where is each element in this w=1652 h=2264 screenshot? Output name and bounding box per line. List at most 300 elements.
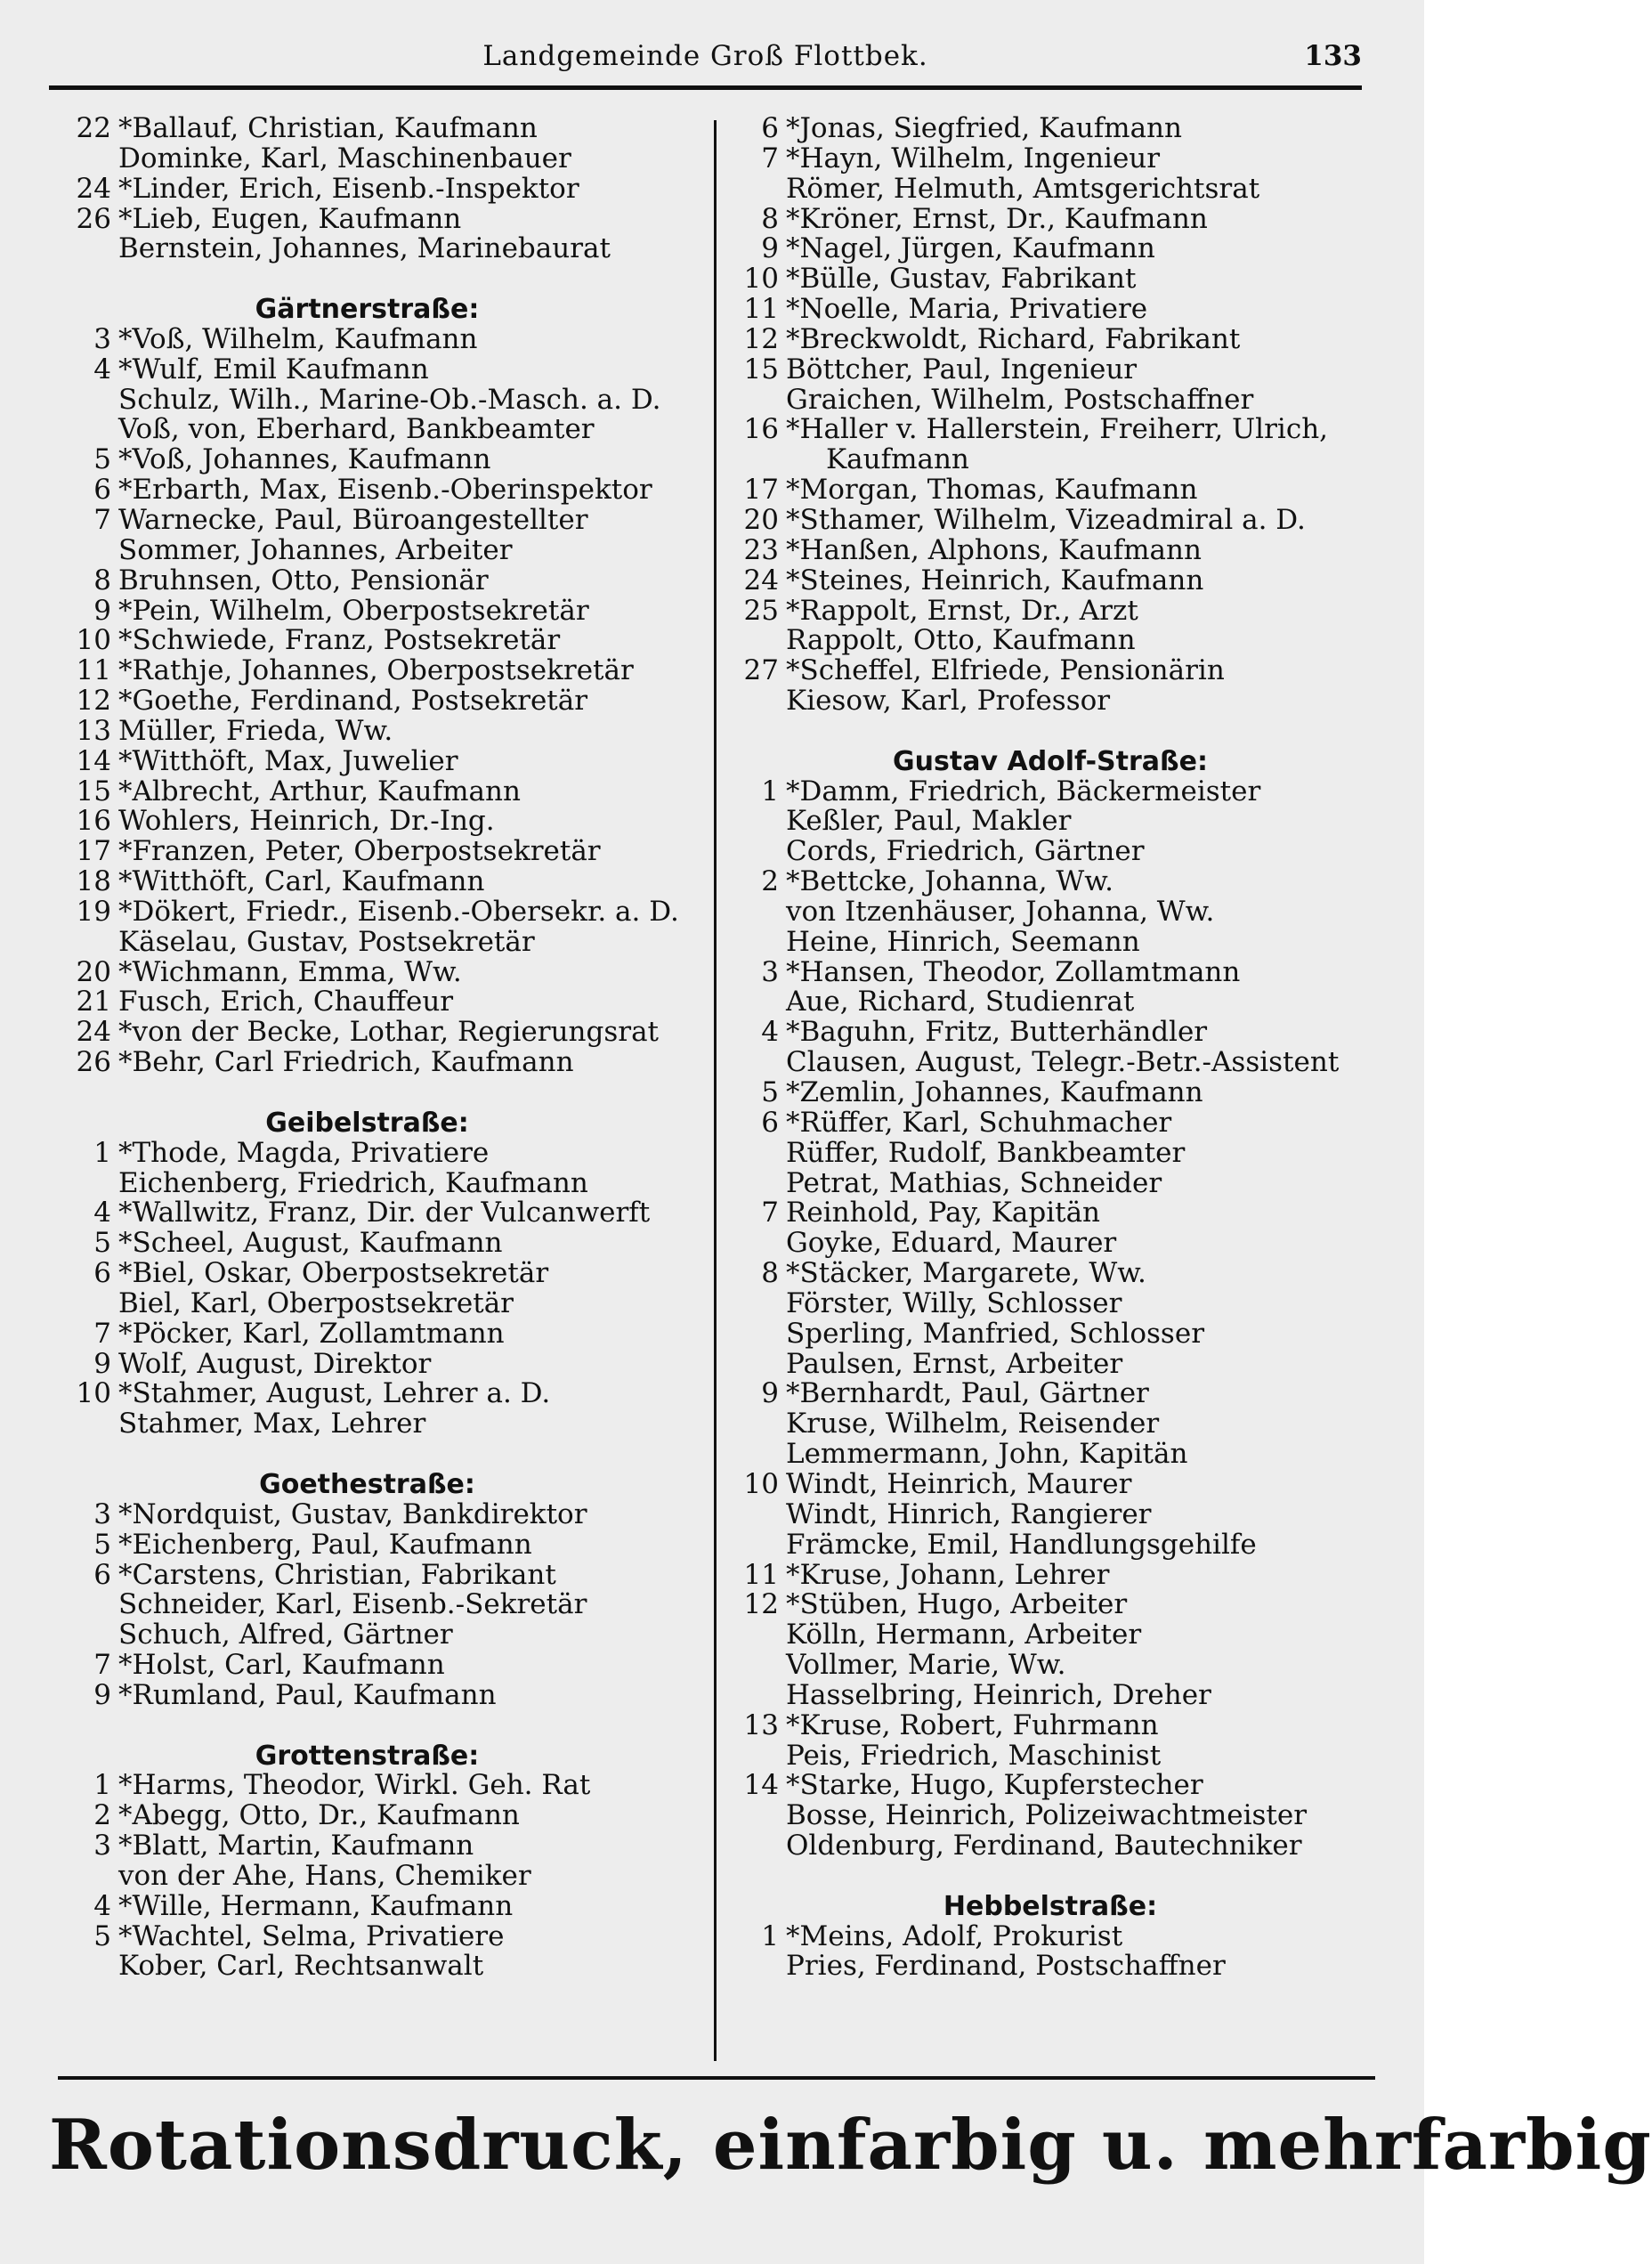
resident-text: *Breckwoldt, Richard, Fabrikant — [786, 322, 1241, 355]
house-number — [36, 1289, 118, 1319]
resident-text: Bruhnsen, Otto, Pensionär — [118, 564, 489, 596]
resident-text: Schulz, Wilh., Marine-Ob.-Masch. a. D. — [118, 383, 661, 416]
resident-text: *Stahmer, August, Lehrer a. D. — [118, 1377, 551, 1410]
resident-entry — [36, 1409, 699, 1440]
resident-text: Oldenburg, Ferdinand, Bautechniker — [786, 1830, 1302, 1862]
resident-entry — [36, 1497, 699, 1530]
house-number: 1 — [761, 1919, 779, 1952]
resident-text: *Erbarth, Max, Eisenb.-Oberinspektor — [118, 474, 652, 507]
street-heading: Hebbelstraße: — [943, 1890, 1158, 1922]
resident-entry — [721, 1952, 1380, 1982]
resident-entry — [36, 385, 699, 416]
resident-text: *Franzen, Peter, Oberpostsekretär — [118, 835, 601, 868]
resident-text: Reinhold, Pay, Kapitän — [786, 1197, 1101, 1229]
house-number: 1 — [93, 1136, 111, 1169]
resident-text: Förster, Willy, Schlosser — [786, 1286, 1122, 1319]
resident-text: *Carstens, Christian, Fabrikant — [118, 1558, 556, 1591]
resident-entry — [36, 837, 699, 867]
footer-rule — [58, 2076, 1375, 2080]
resident-text: Voß, von, Eberhard, Bankbeamter — [118, 413, 595, 446]
resident-text: Eichenberg, Friedrich, Kaufmann — [118, 1166, 588, 1199]
resident-entry — [36, 1651, 699, 1681]
resident-entry — [721, 1166, 1380, 1199]
resident-entry — [36, 144, 699, 174]
resident-entry — [36, 234, 699, 264]
house-number — [36, 1409, 118, 1440]
house-number: 15 — [743, 353, 779, 385]
house-number: 19 — [76, 895, 111, 928]
house-number — [721, 987, 786, 1018]
resident-entry — [36, 1771, 699, 1801]
resident-entry — [36, 897, 699, 928]
house-number: 3 — [93, 1830, 111, 1862]
resident-entry — [721, 955, 1380, 988]
resident-text: Bernstein, Johannes, Marinebaurat — [118, 232, 611, 265]
resident-entry — [721, 234, 1380, 264]
house-number: 3 — [761, 955, 779, 988]
spacer — [36, 264, 699, 295]
house-number: 8 — [93, 564, 111, 596]
resident-text: Schuch, Alfred, Gärtner — [118, 1619, 453, 1651]
resident-text: Kiesow, Karl, Professor — [786, 685, 1111, 718]
right-column — [721, 114, 1380, 1982]
house-number: 21 — [76, 986, 111, 1018]
resident-entry — [721, 1467, 1380, 1500]
house-number — [721, 1801, 786, 1831]
resident-entry — [721, 1409, 1380, 1440]
resident-text: *Abegg, Otto, Dr., Kaufmann — [118, 1799, 520, 1832]
street-heading: Gustav Adolf-Straße: — [893, 745, 1208, 777]
resident-entry — [36, 1347, 699, 1380]
resident-entry — [721, 295, 1380, 325]
house-number — [721, 897, 786, 928]
resident-entry — [36, 445, 699, 475]
resident-text: *Meins, Adolf, Prokurist — [786, 1919, 1123, 1952]
resident-text: *Starke, Hugo, Kupferstecher — [786, 1769, 1203, 1802]
resident-entry — [36, 1379, 699, 1409]
house-number: 12 — [743, 1588, 779, 1621]
resident-text: *Hayn, Wilhelm, Ingenieur — [786, 142, 1161, 174]
page-title: Landgemeinde Groß Flottbek. — [482, 40, 928, 72]
house-number: 11 — [76, 654, 111, 687]
house-number — [721, 1620, 786, 1651]
resident-text: Hasselbring, Heinrich, Dreher — [786, 1678, 1211, 1711]
resident-text: *von der Becke, Lothar, Regierungsrat — [118, 1016, 660, 1049]
resident-entry — [721, 322, 1380, 355]
resident-text: von der Ahe, Hans, Chemiker — [118, 1859, 531, 1892]
resident-entry — [721, 1771, 1380, 1801]
house-number: 22 — [76, 112, 111, 144]
resident-text: *Eichenberg, Paul, Kaufmann — [118, 1528, 532, 1561]
resident-entry — [721, 174, 1380, 205]
resident-entry — [36, 566, 699, 596]
house-number: 3 — [93, 1497, 111, 1530]
resident-text: *Witthöft, Carl, Kaufmann — [118, 865, 485, 898]
resident-entry — [721, 626, 1380, 656]
house-number — [36, 385, 118, 416]
resident-text: *Sthamer, Wilhelm, Vizeadmiral a. D. — [786, 503, 1306, 536]
resident-entry — [721, 596, 1380, 627]
resident-text: *Behr, Carl Friedrich, Kaufmann — [118, 1046, 574, 1079]
house-number: 10 — [76, 624, 111, 657]
resident-text: *Bettcke, Johanna, Ww. — [786, 865, 1113, 898]
resident-entry — [721, 355, 1380, 385]
resident-entry — [36, 955, 699, 988]
resident-text: *Hansen, Theodor, Zollamtmann — [786, 955, 1241, 988]
resident-text: *Nordquist, Gustav, Bankdirektor — [118, 1497, 587, 1530]
house-number: 5 — [93, 1919, 111, 1952]
house-number: 8 — [761, 1257, 779, 1290]
resident-text: *Stäcker, Margarete, Ww. — [786, 1257, 1146, 1290]
house-number: 11 — [743, 1558, 779, 1591]
resident-entry — [721, 566, 1380, 596]
resident-text: Warnecke, Paul, Büroangestellter — [118, 503, 588, 536]
resident-entry — [36, 202, 699, 235]
resident-text: Böttcher, Paul, Ingenieur — [786, 353, 1138, 385]
house-number: 26 — [76, 1046, 111, 1079]
resident-text: *Zemlin, Johannes, Kaufmann — [786, 1076, 1203, 1108]
house-number — [721, 385, 786, 416]
resident-text: *Kruse, Johann, Lehrer — [786, 1558, 1110, 1591]
resident-entry — [36, 1952, 699, 1982]
resident-text: Lemmermann, John, Kapitän — [786, 1438, 1188, 1471]
resident-entry — [36, 686, 699, 717]
resident-entry — [721, 837, 1380, 867]
resident-entry — [36, 1590, 699, 1620]
resident-entry — [36, 322, 699, 355]
resident-text: Wohlers, Heinrich, Dr.-Ing. — [118, 805, 495, 838]
resident-text: *Wallwitz, Franz, Dir. der Vulcanwerft — [118, 1197, 651, 1229]
house-number: 12 — [743, 322, 779, 355]
house-number: 4 — [93, 1197, 111, 1229]
house-number: 11 — [743, 293, 779, 326]
resident-entry — [721, 925, 1380, 958]
house-number: 7 — [93, 503, 111, 536]
resident-entry — [721, 1108, 1380, 1139]
resident-entry — [721, 1286, 1380, 1319]
house-number: 12 — [76, 685, 111, 718]
house-number: 9 — [761, 232, 779, 265]
resident-entry — [721, 1229, 1380, 1259]
house-number: 9 — [761, 1377, 779, 1410]
house-number: 6 — [761, 112, 779, 144]
resident-text: Windt, Heinrich, Maurer — [786, 1467, 1132, 1500]
resident-entry — [721, 264, 1380, 295]
resident-text: Müller, Frieda, Ww. — [118, 714, 393, 747]
resident-text: *Rappolt, Ernst, Dr., Arzt — [786, 594, 1138, 627]
resident-entry — [721, 1198, 1380, 1229]
resident-entry — [721, 445, 1380, 475]
house-number: 6 — [93, 474, 111, 507]
resident-entry — [721, 656, 1380, 686]
resident-entry — [721, 1919, 1380, 1952]
resident-entry — [36, 626, 699, 656]
house-number: 7 — [93, 1649, 111, 1682]
spacer — [36, 1711, 699, 1741]
resident-entry — [721, 385, 1380, 416]
resident-entry — [36, 174, 699, 205]
resident-entry — [36, 475, 699, 506]
house-number: 4 — [93, 353, 111, 385]
house-number — [721, 1319, 786, 1350]
resident-text: *Schwiede, Franz, Postsekretär — [118, 624, 561, 657]
house-number: 9 — [93, 594, 111, 627]
house-number: 24 — [76, 172, 111, 205]
house-number: 7 — [93, 1317, 111, 1350]
house-number — [721, 1409, 786, 1440]
resident-text: *Scheffel, Elfriede, Pensionärin — [786, 654, 1225, 687]
house-number: 3 — [93, 322, 111, 355]
resident-text: Cords, Friedrich, Gärtner — [786, 835, 1145, 868]
resident-entry — [721, 1678, 1380, 1711]
page-number: 133 — [1304, 40, 1362, 72]
resident-text: *Scheel, August, Kaufmann — [118, 1227, 503, 1260]
resident-text: *Baguhn, Fritz, Butterhändler — [786, 1016, 1208, 1049]
resident-entry — [721, 1497, 1380, 1530]
resident-entry — [36, 987, 699, 1018]
house-number — [721, 1831, 786, 1862]
house-number: 1 — [93, 1769, 111, 1802]
resident-text: *Noelle, Maria, Privatiere — [786, 293, 1148, 326]
house-number: 9 — [93, 1347, 111, 1380]
resident-entry — [36, 1018, 699, 1048]
house-number — [721, 1289, 786, 1319]
resident-text: Paulsen, Ernst, Arbeiter — [786, 1347, 1123, 1380]
house-number: 25 — [743, 594, 779, 627]
resident-text: Pries, Ferdinand, Postschaffner — [786, 1950, 1226, 1983]
house-number: 16 — [743, 413, 779, 446]
house-number — [36, 536, 118, 566]
resident-entry — [36, 925, 699, 958]
resident-entry — [721, 533, 1380, 566]
house-number: 20 — [743, 503, 779, 536]
house-number — [36, 415, 118, 445]
resident-text: Clausen, August, Telegr.-Betr.-Assistent — [786, 1046, 1340, 1079]
resident-entry — [36, 1919, 699, 1952]
house-number — [721, 807, 786, 837]
house-number — [721, 1048, 786, 1078]
resident-text: Römer, Helmuth, Amtsgerichtsrat — [786, 172, 1260, 205]
house-number — [36, 1862, 118, 1892]
street-heading: Grottenstraße: — [255, 1740, 480, 1772]
resident-text: Peis, Friedrich, Maschinist — [786, 1739, 1162, 1772]
house-number: 5 — [93, 1227, 111, 1260]
resident-text: Petrat, Mathias, Schneider — [786, 1166, 1162, 1199]
resident-entry — [721, 475, 1380, 506]
resident-text: *Wulf, Emil Kaufmann — [118, 353, 429, 385]
house-number: 10 — [76, 1377, 111, 1410]
resident-entry — [36, 1801, 699, 1831]
resident-entry — [721, 1708, 1380, 1741]
spacer — [721, 717, 1380, 747]
resident-entry — [36, 656, 699, 686]
house-number — [721, 928, 786, 958]
resident-text: *Stüben, Hugo, Arbeiter — [786, 1588, 1128, 1621]
resident-text: Rüffer, Rudolf, Bankbeamter — [786, 1136, 1186, 1169]
resident-entry — [721, 1259, 1380, 1289]
house-number: 18 — [76, 865, 111, 898]
resident-text: Kober, Carl, Rechtsanwalt — [118, 1950, 484, 1983]
house-number: 4 — [93, 1889, 111, 1922]
resident-entry — [36, 777, 699, 807]
resident-entry — [721, 144, 1380, 174]
house-number — [721, 1440, 786, 1470]
resident-entry — [36, 1136, 699, 1169]
resident-entry — [721, 503, 1380, 536]
house-number — [721, 1651, 786, 1681]
resident-text: *Bülle, Gustav, Fabrikant — [786, 263, 1137, 296]
house-number: 27 — [743, 654, 779, 687]
resident-text: *Damm, Friedrich, Bäckermeister — [786, 775, 1261, 807]
resident-text: *Jonas, Siegfried, Kaufmann — [786, 112, 1182, 144]
house-number — [36, 928, 118, 958]
resident-text: *Blatt, Martin, Kaufmann — [118, 1830, 474, 1862]
resident-text: Dominke, Karl, Maschinenbauer — [118, 142, 571, 174]
resident-entry — [36, 1558, 699, 1591]
house-number — [721, 1530, 786, 1561]
house-number: 5 — [93, 443, 111, 476]
resident-text: Vollmer, Marie, Ww. — [786, 1649, 1066, 1682]
house-number — [721, 1139, 786, 1169]
resident-entry — [721, 777, 1380, 807]
house-number — [721, 1952, 786, 1982]
resident-text: *Albrecht, Arthur, Kaufmann — [118, 775, 521, 807]
house-number: 13 — [743, 1708, 779, 1741]
house-number: 6 — [761, 1106, 779, 1139]
resident-entry — [36, 1229, 699, 1259]
resident-entry — [36, 114, 699, 144]
resident-entry — [721, 1048, 1380, 1078]
house-number: 24 — [76, 1016, 111, 1049]
house-number — [721, 1741, 786, 1772]
resident-text: Wolf, August, Direktor — [118, 1347, 432, 1380]
resident-entry — [36, 1530, 699, 1561]
resident-entry — [721, 1347, 1380, 1380]
resident-text: Rappolt, Otto, Kaufmann — [786, 624, 1136, 657]
resident-entry — [36, 533, 699, 566]
resident-entry — [36, 1286, 699, 1319]
house-number — [721, 686, 786, 717]
resident-entry — [36, 744, 699, 777]
house-number: 15 — [76, 775, 111, 807]
resident-text: *Haller v. Hallerstein, Freiherr, Ulrich, — [786, 413, 1329, 446]
resident-text: Biel, Karl, Oberpostsekretär — [118, 1286, 514, 1319]
resident-entry — [36, 1889, 699, 1922]
house-number: 24 — [743, 564, 779, 596]
resident-text: *Voß, Wilhelm, Kaufmann — [118, 322, 478, 355]
resident-entry — [721, 1801, 1380, 1831]
resident-text: Främcke, Emil, Handlungsgehilfe — [786, 1528, 1257, 1561]
resident-text: *Holst, Carl, Kaufmann — [118, 1649, 445, 1682]
resident-entry — [721, 1136, 1380, 1169]
resident-text: *Linder, Erich, Eisenb.-Inspektor — [118, 172, 579, 205]
footer-advert: Rotationsdruck, einfarbig u. mehrfarbig — [49, 2105, 1652, 2186]
resident-entry — [721, 1590, 1380, 1620]
house-number — [721, 837, 786, 867]
house-number: 14 — [76, 744, 111, 777]
resident-text: *Bernhardt, Paul, Gärtner — [786, 1377, 1149, 1410]
street-heading: Geibelstraße: — [265, 1107, 469, 1139]
resident-entry — [36, 1319, 699, 1350]
house-number — [721, 1500, 786, 1530]
house-number — [721, 445, 786, 475]
resident-text: *Pöcker, Karl, Zollamtmann — [118, 1317, 505, 1350]
resident-entry — [36, 503, 699, 536]
resident-entry — [721, 1651, 1380, 1681]
house-number — [36, 1169, 118, 1199]
resident-entry — [36, 1259, 699, 1289]
resident-entry — [721, 114, 1380, 144]
resident-entry — [36, 867, 699, 897]
resident-entry — [721, 686, 1380, 717]
resident-text: Kaufmann — [826, 443, 969, 476]
column-divider — [714, 120, 717, 2061]
house-number — [721, 626, 786, 656]
house-number: 7 — [761, 142, 779, 174]
house-number: 17 — [743, 474, 779, 507]
header-rule — [49, 85, 1362, 90]
resident-text: *Lieb, Eugen, Kaufmann — [118, 202, 462, 235]
resident-entry — [721, 1530, 1380, 1561]
house-number: 9 — [93, 1678, 111, 1711]
resident-text: *Harms, Theodor, Wirkl. Geh. Rat — [118, 1769, 591, 1802]
spacer — [721, 1862, 1380, 1892]
resident-text: *Hanßen, Alphons, Kaufmann — [786, 533, 1202, 566]
resident-entry — [36, 415, 699, 445]
street-heading: Gärtnerstraße: — [255, 294, 480, 326]
resident-text: *Rumland, Paul, Kaufmann — [118, 1678, 497, 1711]
resident-text: *Ballauf, Christian, Kaufmann — [118, 112, 538, 144]
house-number — [721, 1681, 786, 1711]
resident-entry — [721, 987, 1380, 1018]
resident-text: *Kröner, Ernst, Dr., Kaufmann — [786, 202, 1208, 235]
resident-entry — [36, 1198, 699, 1229]
resident-entry — [721, 807, 1380, 837]
spacer — [36, 1440, 699, 1470]
resident-entry — [721, 1741, 1380, 1772]
resident-text: *Rüffer, Karl, Schuhmacher — [786, 1106, 1172, 1139]
resident-entry — [721, 1379, 1380, 1409]
resident-text: Sommer, Johannes, Arbeiter — [118, 533, 513, 566]
house-number — [36, 144, 118, 174]
house-number: 2 — [761, 865, 779, 898]
resident-entry — [36, 1620, 699, 1651]
house-number: 1 — [761, 775, 779, 807]
resident-entry — [36, 1166, 699, 1199]
house-number: 7 — [761, 1197, 779, 1229]
resident-text: von Itzenhäuser, Johanna, Ww. — [786, 895, 1215, 928]
resident-entry — [36, 1678, 699, 1711]
resident-entry — [721, 867, 1380, 897]
resident-text: Kölln, Hermann, Arbeiter — [786, 1619, 1142, 1651]
house-number: 8 — [761, 202, 779, 235]
house-number — [721, 1229, 786, 1259]
house-number: 20 — [76, 955, 111, 988]
house-number: 10 — [743, 1467, 779, 1500]
resident-text: Käselau, Gustav, Postsekretär — [118, 925, 535, 958]
house-number: 10 — [743, 263, 779, 296]
resident-entry — [721, 1558, 1380, 1591]
resident-text: *Biel, Oskar, Oberpostsekretär — [118, 1257, 549, 1290]
resident-entry — [36, 807, 699, 837]
house-number: 17 — [76, 835, 111, 868]
left-column — [36, 114, 699, 1982]
resident-text: Bosse, Heinrich, Polizeiwachtmeister — [786, 1799, 1308, 1832]
house-number: 2 — [93, 1799, 111, 1832]
house-number: 26 — [76, 202, 111, 235]
resident-entry — [36, 596, 699, 627]
resident-entry — [36, 355, 699, 385]
